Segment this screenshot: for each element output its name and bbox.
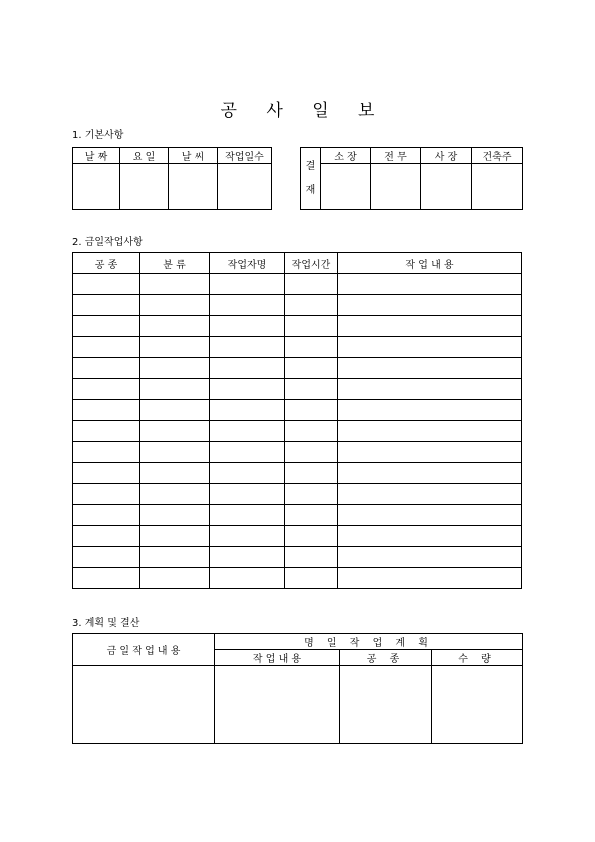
work-cell-category[interactable]: [140, 400, 210, 421]
work-cell-content[interactable]: [338, 421, 522, 442]
work-cell-hours[interactable]: [285, 421, 338, 442]
work-cell-worker[interactable]: [210, 568, 285, 589]
work-cell-category[interactable]: [140, 421, 210, 442]
work-cell-hours[interactable]: [285, 526, 338, 547]
table-row: [73, 442, 522, 463]
table-row: [73, 463, 522, 484]
basic-cell-weekday[interactable]: [120, 164, 169, 210]
work-rows: [73, 274, 522, 589]
work-cell-worker[interactable]: [210, 442, 285, 463]
work-cell-worker[interactable]: [210, 505, 285, 526]
work-header-trade: 공 종: [73, 253, 140, 274]
work-cell-trade[interactable]: [73, 379, 140, 400]
work-cell-worker[interactable]: [210, 337, 285, 358]
work-cell-category[interactable]: [140, 547, 210, 568]
work-cell-hours[interactable]: [285, 379, 338, 400]
work-cell-content[interactable]: [338, 442, 522, 463]
basic-header-weekday: 요 일: [120, 148, 169, 164]
work-cell-hours[interactable]: [285, 316, 338, 337]
basic-cell-weather[interactable]: [169, 164, 218, 210]
work-cell-hours[interactable]: [285, 463, 338, 484]
work-cell-hours[interactable]: [285, 568, 338, 589]
work-cell-content[interactable]: [338, 505, 522, 526]
work-cell-worker[interactable]: [210, 484, 285, 505]
work-cell-worker[interactable]: [210, 400, 285, 421]
work-cell-trade[interactable]: [73, 274, 140, 295]
work-cell-trade[interactable]: [73, 526, 140, 547]
work-cell-category[interactable]: [140, 379, 210, 400]
work-table: [72, 252, 522, 589]
work-cell-trade[interactable]: [73, 547, 140, 568]
work-cell-category[interactable]: [140, 442, 210, 463]
work-cell-category[interactable]: [140, 337, 210, 358]
work-header-content: 작 업 내 용: [338, 253, 522, 274]
work-cell-content[interactable]: [338, 274, 522, 295]
approval-sign-cell[interactable]: [472, 164, 523, 210]
work-cell-trade[interactable]: [73, 463, 140, 484]
basic-info-table: [72, 147, 272, 210]
work-cell-content[interactable]: [338, 463, 522, 484]
work-cell-worker[interactable]: [210, 274, 285, 295]
work-cell-category[interactable]: [140, 568, 210, 589]
approval-header-president: 사 장: [421, 148, 472, 164]
work-cell-category[interactable]: [140, 316, 210, 337]
table-row: [73, 358, 522, 379]
work-cell-hours[interactable]: [285, 274, 338, 295]
work-cell-content[interactable]: [338, 316, 522, 337]
work-cell-content[interactable]: [338, 547, 522, 568]
approval-label-char: 재: [305, 184, 316, 196]
work-cell-trade[interactable]: [73, 442, 140, 463]
work-cell-content[interactable]: [338, 484, 522, 505]
work-cell-hours[interactable]: [285, 505, 338, 526]
work-cell-trade[interactable]: [73, 358, 140, 379]
section-3-heading: 3. 계획 및 결산: [72, 618, 140, 629]
table-row: [73, 568, 522, 589]
work-cell-category[interactable]: [140, 505, 210, 526]
work-header-hours: 작업시간: [285, 253, 338, 274]
basic-header-weather: 날 씨: [169, 148, 218, 164]
work-cell-content[interactable]: [338, 358, 522, 379]
table-row: [73, 526, 522, 547]
work-cell-hours[interactable]: [285, 442, 338, 463]
table-row: [73, 379, 522, 400]
work-cell-worker[interactable]: [210, 526, 285, 547]
work-cell-hours[interactable]: [285, 295, 338, 316]
table-row: [73, 295, 522, 316]
work-cell-hours[interactable]: [285, 337, 338, 358]
approval-header-site-manager: 소 장: [321, 148, 371, 164]
work-cell-trade[interactable]: [73, 316, 140, 337]
plan-sub-header-quantity: 수 량: [432, 650, 523, 666]
approval-header-director: 전 무: [371, 148, 421, 164]
work-cell-content[interactable]: [338, 526, 522, 547]
work-cell-content[interactable]: [338, 295, 522, 316]
table-row: [73, 400, 522, 421]
work-cell-category[interactable]: [140, 274, 210, 295]
work-cell-category[interactable]: [140, 463, 210, 484]
title-char: 보: [358, 101, 375, 121]
work-cell-trade[interactable]: [73, 337, 140, 358]
work-cell-category[interactable]: [140, 358, 210, 379]
table-row: [73, 547, 522, 568]
work-cell-hours[interactable]: [285, 547, 338, 568]
table-row: [73, 316, 522, 337]
plan-quantity-cell[interactable]: [432, 666, 523, 744]
basic-header-date: 날 짜: [73, 148, 120, 164]
today-work-header: 금 일 작 업 내 용: [73, 634, 215, 666]
basic-cell-date[interactable]: [73, 164, 120, 210]
work-cell-worker[interactable]: [210, 358, 285, 379]
work-cell-hours[interactable]: [285, 358, 338, 379]
basic-header-workdays: 작업일수: [218, 148, 272, 164]
approval-header-owner: 건축주: [472, 148, 523, 164]
work-cell-category[interactable]: [140, 526, 210, 547]
section-2-heading: 2. 금일작업사항: [72, 237, 143, 248]
work-cell-hours[interactable]: [285, 400, 338, 421]
approval-label-char: 결: [305, 160, 316, 172]
work-cell-content[interactable]: [338, 400, 522, 421]
approval-sign-cell[interactable]: [371, 164, 421, 210]
work-cell-hours[interactable]: [285, 484, 338, 505]
title-char: 일: [312, 101, 329, 121]
work-cell-category[interactable]: [140, 295, 210, 316]
plan-sub-header-trade: 공 종: [340, 650, 432, 666]
table-row: [73, 505, 522, 526]
work-cell-trade[interactable]: [73, 568, 140, 589]
title-char: 사: [266, 101, 283, 121]
work-cell-category[interactable]: [140, 484, 210, 505]
work-cell-worker[interactable]: [210, 295, 285, 316]
table-row: [73, 337, 522, 358]
approval-sign-cell[interactable]: [321, 164, 371, 210]
table-row: [73, 484, 522, 505]
basic-cell-workdays[interactable]: [218, 164, 272, 210]
approval-table: [300, 147, 523, 210]
work-cell-worker[interactable]: [210, 379, 285, 400]
work-cell-trade[interactable]: [73, 505, 140, 526]
approval-label: [301, 148, 321, 210]
tomorrow-plan-header: 명 일 작 업 계 획: [215, 634, 523, 650]
work-cell-trade[interactable]: [73, 421, 140, 442]
work-cell-content[interactable]: [338, 379, 522, 400]
today-work-cell[interactable]: [73, 666, 215, 744]
section-1-heading: 1. 기본사항: [72, 130, 124, 141]
work-cell-worker[interactable]: [210, 316, 285, 337]
work-cell-worker[interactable]: [210, 421, 285, 442]
work-cell-trade[interactable]: [73, 295, 140, 316]
table-row: [73, 274, 522, 295]
plan-trade-cell[interactable]: [340, 666, 432, 744]
plan-content-cell[interactable]: [215, 666, 340, 744]
approval-sign-cell[interactable]: [421, 164, 472, 210]
plan-table: [72, 633, 523, 744]
plan-sub-header-content: 작 업 내 용: [215, 650, 340, 666]
work-cell-worker[interactable]: [210, 463, 285, 484]
table-row: [73, 421, 522, 442]
title-char: 공: [220, 101, 237, 121]
work-header-category: 분 류: [140, 253, 210, 274]
work-cell-content[interactable]: [338, 337, 522, 358]
page-title: [0, 96, 595, 121]
work-cell-trade[interactable]: [73, 400, 140, 421]
work-cell-worker[interactable]: [210, 547, 285, 568]
work-cell-trade[interactable]: [73, 484, 140, 505]
work-header-worker: 작업자명: [210, 253, 285, 274]
work-cell-content[interactable]: [338, 568, 522, 589]
